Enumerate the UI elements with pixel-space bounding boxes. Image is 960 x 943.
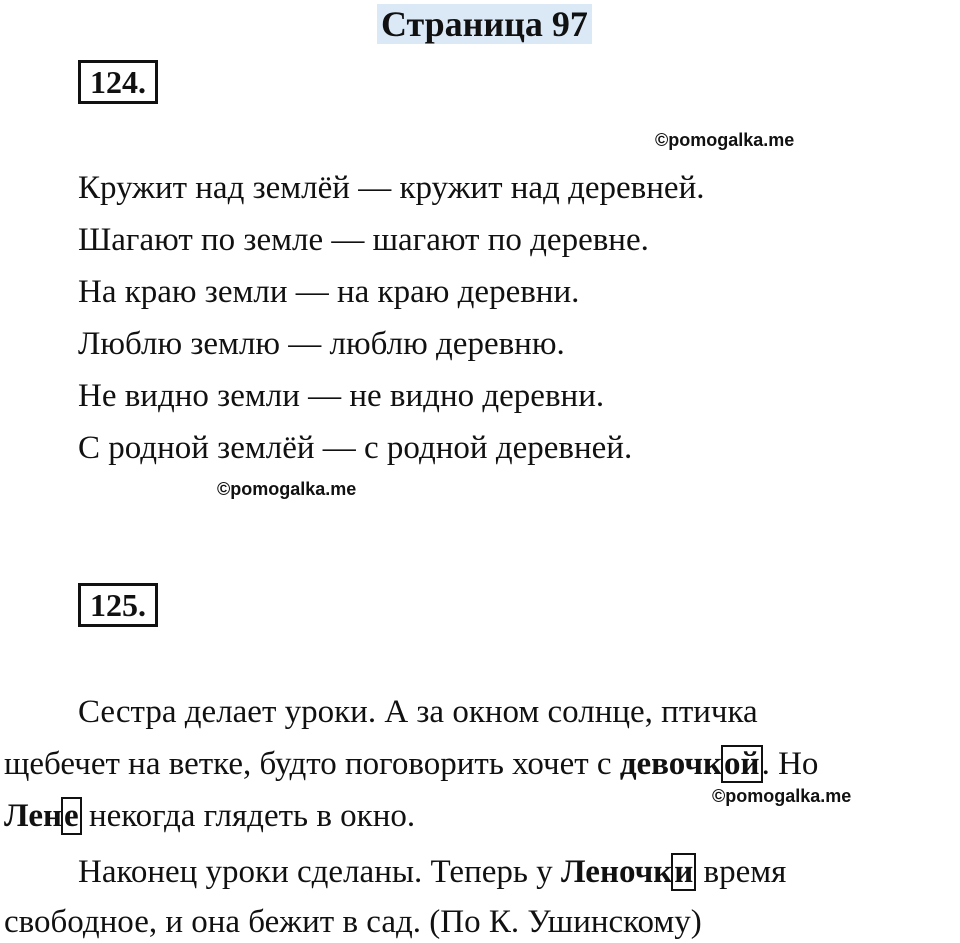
text-line: свободное, и она бежит в сад. (По К. Ушинскому) xyxy=(4,904,702,940)
exercise-number-124: 124. xyxy=(78,60,158,104)
watermark: ©pomogalka.me xyxy=(655,130,795,150)
text: некогда глядеть в окно. xyxy=(80,798,416,834)
text-line: Сестра делает уроки. А за окном солнце, птичка xyxy=(78,694,758,730)
exercise-number-125: 125. xyxy=(78,583,158,627)
watermark: ©pomogalka.me xyxy=(217,479,357,499)
text-line: С родной землёй — с родной деревней. xyxy=(78,430,633,466)
word-stem: девочк xyxy=(619,746,723,782)
word-stem: Лен xyxy=(4,798,63,834)
word-ending-box: ой xyxy=(721,745,763,783)
text: Наконец уроки сделаны. Теперь у xyxy=(78,854,561,890)
page-title: Страница 97 xyxy=(377,4,592,44)
highlighted-word xyxy=(620,746,762,782)
highlighted-word xyxy=(4,798,81,834)
text-line: Не видно земли — не видно деревни. xyxy=(78,378,605,414)
word-ending-box: и xyxy=(671,853,696,891)
watermark: ©pomogalka.me xyxy=(712,786,852,806)
text-line xyxy=(4,796,415,836)
text-line: Шагают по земле — шагают по деревне. xyxy=(78,222,649,258)
highlighted-word xyxy=(561,854,695,890)
text-line: Люблю землю — люблю деревню. xyxy=(78,326,565,362)
text: время xyxy=(695,854,787,890)
text-line: Кружит над землёй — кружит над деревней. xyxy=(78,170,705,206)
text-line xyxy=(78,852,786,892)
word-stem: Леночк xyxy=(560,854,673,890)
text-line xyxy=(4,744,818,784)
text: щебечет на ветке, будто поговорить хочет с xyxy=(4,746,620,782)
word-ending-box: е xyxy=(61,797,82,835)
text: . Но xyxy=(761,746,819,782)
text-line: На краю земли — на краю деревни. xyxy=(78,274,580,310)
